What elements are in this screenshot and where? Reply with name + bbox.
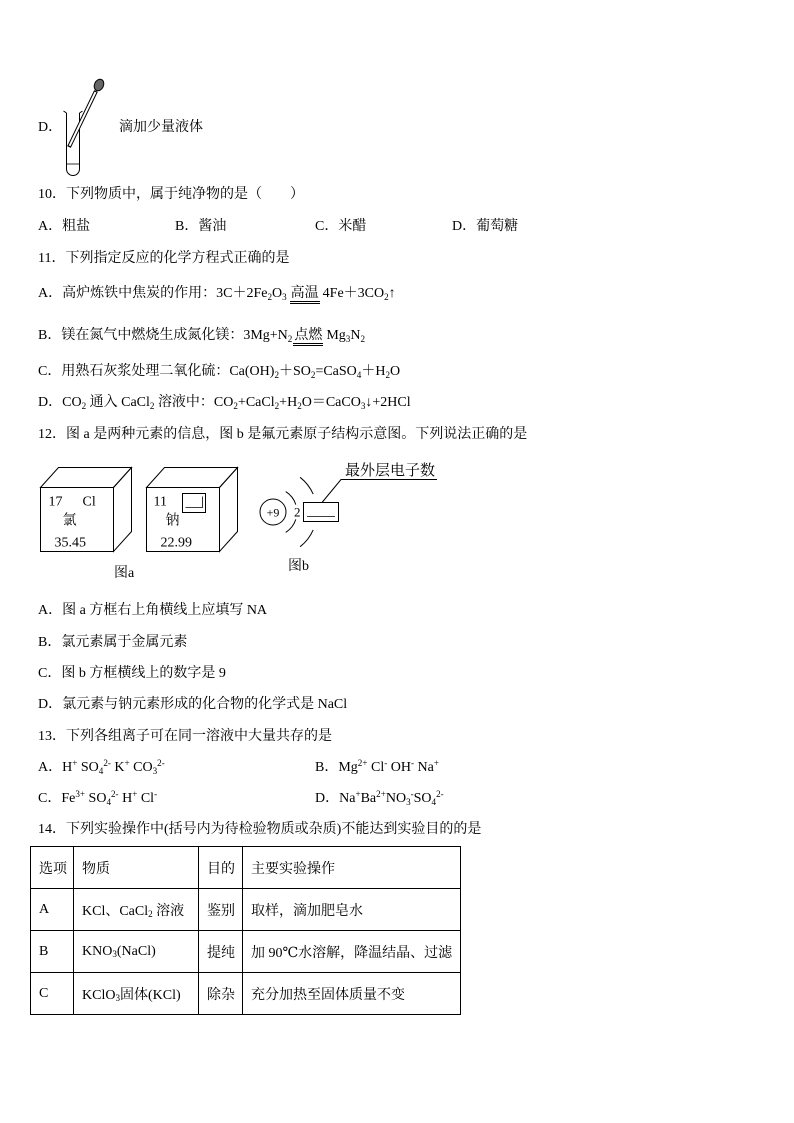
q11-option-c — [38, 362, 400, 382]
row-purpose: 除杂 — [207, 987, 235, 1003]
superscript: 2- — [103, 758, 111, 768]
ion-part: Cl — [137, 791, 155, 806]
subscript: 4 — [106, 796, 111, 807]
formula-part: O — [390, 364, 401, 379]
q13-stem: 13．下列各组离子可在同一溶液中大量共存的是 — [38, 729, 332, 744]
dropper-test-tube-figure — [55, 75, 110, 180]
subscript: 2 — [385, 369, 390, 380]
superscript: 3+ — [75, 789, 86, 799]
table-row — [31, 889, 461, 931]
formula-part: +H — [279, 395, 298, 410]
card-side-face — [220, 468, 238, 552]
figure-b-caption: 图b — [288, 559, 309, 574]
card-top-face — [147, 468, 238, 488]
q12-option-a: A．图 a 方框右上角横线上应填写 NA — [38, 603, 268, 618]
element-name: 钠 — [165, 513, 180, 529]
subscript: 2 — [233, 400, 238, 411]
q13-option-d-text: D．Na — [315, 791, 356, 806]
q12-stem: 12．图 a 是两种元素的信息，图 b 是氟元素原子结构示意图。下列说法正确的是 — [38, 427, 528, 442]
outer-electrons-label: 最外层电子数 — [345, 463, 436, 479]
formula-part: O — [272, 286, 283, 301]
table-cell — [199, 931, 243, 973]
q10-option-b: B．酱油 — [175, 219, 227, 234]
table-cell — [243, 931, 461, 973]
superscript: + — [72, 758, 78, 768]
q11-option-d — [38, 393, 411, 413]
element-name: 氯 — [62, 513, 77, 529]
element-card-sodium — [147, 468, 238, 552]
subscript: 2 — [310, 369, 316, 380]
figure-a-caption: 图a — [114, 566, 135, 581]
q13-option-c-text: C．Fe — [38, 791, 76, 806]
superscript: 2+ — [357, 758, 368, 768]
ion-part: NO — [385, 791, 407, 806]
superscript: - — [410, 758, 415, 768]
superscript: 2- — [436, 789, 444, 799]
row-substance: KCl、CaCl — [82, 903, 149, 919]
q12-option-c: C．图 b 方框横线上的数字是 9 — [38, 666, 226, 681]
q11-option-d-text: D．CO — [38, 395, 82, 410]
subscript: 2 — [384, 291, 389, 302]
table-cell — [243, 973, 461, 1015]
q13-option-b — [315, 758, 439, 778]
table-cell — [31, 931, 74, 973]
superscript: 2- — [157, 758, 165, 768]
q11-stem: 11．下列指定反应的化学方程式正确的是 — [38, 251, 290, 266]
element-cards-figure — [35, 460, 245, 560]
atomic-structure-diagram — [255, 455, 455, 555]
q11-option-c-text: C．用熟石灰浆处理二氧化硫：Ca(OH) — [38, 364, 275, 379]
superscript: + — [124, 758, 130, 768]
ion-part: OH — [387, 760, 411, 775]
superscript: - — [154, 789, 158, 799]
subscript: 3 — [406, 796, 411, 807]
header-cell — [31, 847, 74, 889]
formula-part: ＋H — [361, 364, 386, 379]
q9-option-d-text: 滴加少量液体 — [119, 120, 203, 135]
superscript: 2+ — [376, 789, 386, 799]
formula-part: 通入 CaCl — [86, 395, 150, 410]
shell-1-electrons: 2 — [294, 504, 301, 520]
formula-part: 溶液中：CO — [154, 395, 234, 410]
table-cell — [199, 889, 243, 931]
header-cell — [199, 847, 243, 889]
table-cell — [31, 973, 74, 1015]
subscript: 3 — [152, 765, 158, 776]
table-row — [31, 931, 461, 973]
ion-part: SO — [413, 791, 432, 806]
element-symbol-blank-box — [183, 494, 206, 513]
test-tube-rim — [64, 111, 83, 113]
subscript: 4 — [356, 369, 362, 380]
subscript: 2 — [297, 400, 302, 411]
header-cell — [74, 847, 199, 889]
dropper-tube-glass — [70, 92, 96, 146]
formula-part: +CaCl — [237, 395, 275, 410]
q11-option-b-text: B．镁在氮气中燃烧生成氮化镁：3Mg+N — [38, 328, 288, 343]
subscript: 3 — [345, 333, 351, 344]
subscript: 2 — [267, 291, 272, 302]
header-purpose: 目的 — [207, 861, 235, 877]
q10-option-d: D．葡萄糖 — [452, 219, 519, 234]
subscript: 2 — [274, 369, 279, 380]
row-operation: 取样，滴加肥皂水 — [251, 903, 363, 919]
subscript: 3 — [112, 949, 117, 960]
element-symbol-blank-line — [186, 497, 203, 508]
superscript: + — [433, 758, 439, 768]
subscript: 2 — [149, 400, 155, 411]
card-side-face — [114, 468, 132, 552]
formula-part: N — [350, 328, 361, 343]
q9-option-d-label: D． — [38, 120, 63, 135]
ion-part: H — [118, 791, 133, 806]
header-cell — [243, 847, 461, 889]
row-purpose: 提纯 — [207, 945, 235, 961]
row-option: B — [39, 943, 49, 959]
ion-part: CO — [129, 760, 153, 775]
nucleus-charge: +9 — [266, 505, 280, 520]
table-header-row — [31, 847, 461, 889]
subscript: 2 — [148, 909, 153, 920]
label-leader-line — [322, 480, 437, 503]
subscript: 4 — [431, 796, 437, 807]
q10-stem: 10．下列物质中，属于纯净物的是（ ） — [38, 187, 304, 202]
row-operation: 加 90℃水溶解，降温结晶、过滤 — [251, 945, 453, 961]
dropper-bulb — [92, 78, 105, 93]
element-card-chlorine — [41, 468, 132, 552]
q13-option-a — [38, 758, 165, 778]
superscript: + — [132, 789, 138, 799]
row-substance: KClO — [82, 987, 116, 1003]
ion-part: Cl — [367, 760, 385, 775]
ion-part: Na — [414, 760, 434, 775]
row-substance: KNO — [82, 943, 113, 959]
superscript: 2- — [110, 789, 119, 799]
ion-part: SO — [85, 791, 107, 806]
row-option: A — [39, 901, 50, 917]
atomic-mass: 35.45 — [54, 535, 86, 551]
formula-part: Mg — [326, 328, 346, 343]
superscript: - — [384, 758, 388, 768]
subscript: 2 — [274, 400, 280, 411]
row-operation: 充分加热至固体质量不变 — [251, 987, 405, 1003]
outer-shell-blank-box — [304, 503, 339, 522]
row-option: C — [39, 985, 49, 1001]
atomic-number: 11 — [153, 494, 167, 510]
ion-part: K — [110, 760, 125, 775]
card-top-face — [41, 468, 132, 488]
q11-option-a-text: A．高炉炼铁中焦炭的作用：3C＋2Fe — [38, 286, 268, 301]
row-substance: 固体(KCl) — [120, 987, 181, 1003]
formula-part: =CaSO — [315, 364, 357, 379]
subscript: 3 — [360, 400, 366, 411]
superscript: + — [355, 789, 361, 799]
dropper — [69, 78, 106, 147]
header-substance: 物质 — [82, 861, 110, 877]
row-purpose: 鉴别 — [207, 903, 235, 919]
table-cell — [74, 931, 199, 973]
ion-part: Ba — [360, 791, 377, 806]
subscript: 2 — [360, 333, 366, 344]
subscript: 3 — [282, 291, 287, 302]
q14-stem: 14．下列实验操作中(括号内为待检验物质或杂质)不能达到实验目的的是 — [38, 822, 482, 837]
header-operation: 主要实验操作 — [251, 861, 335, 877]
q13-option-a-text: A．H — [38, 760, 73, 775]
table-cell — [31, 889, 74, 931]
table-cell — [74, 973, 199, 1015]
subscript: 4 — [98, 765, 104, 776]
reaction-condition: 高温 — [290, 287, 320, 304]
element-symbol: Cl — [82, 494, 96, 510]
formula-part: 4Fe＋3CO — [322, 286, 385, 301]
formula-part: ↓+2HCl — [365, 395, 411, 410]
superscript: - — [410, 789, 414, 799]
atomic-mass: 22.99 — [160, 535, 192, 551]
table-cell — [74, 889, 199, 931]
q12-option-d: D．氯元素与钠元素形成的化合物的化学式是 NaCl — [38, 697, 348, 712]
table-cell — [243, 889, 461, 931]
table-cell — [199, 973, 243, 1015]
ion-part: SO — [77, 760, 99, 775]
header-option: 选项 — [39, 861, 67, 877]
reaction-condition: 点燃 — [293, 329, 323, 346]
formula-part: O＝CaCO — [301, 395, 361, 410]
subscript: 2 — [81, 400, 87, 411]
row-substance: (NaCl) — [116, 943, 156, 959]
q12-option-b: B．氯元素属于金属元素 — [38, 635, 188, 650]
q11-option-b — [38, 326, 365, 346]
q13-option-c — [38, 789, 157, 809]
atomic-number: 17 — [48, 494, 63, 510]
q13-option-b-text: B．Mg — [315, 760, 358, 775]
q11-option-a — [38, 284, 396, 304]
subscript: 2 — [287, 333, 293, 344]
q13-option-d — [315, 789, 444, 809]
subscript: 3 — [115, 993, 120, 1004]
q10-option-a: A．粗盐 — [38, 219, 91, 234]
row-substance: 溶液 — [152, 903, 185, 919]
q10-option-c: C．米醋 — [315, 219, 367, 234]
formula-part: ↑ — [388, 286, 396, 301]
experiment-table — [30, 846, 461, 1015]
formula-part: ＋SO — [278, 364, 311, 379]
table-row — [31, 973, 461, 1015]
